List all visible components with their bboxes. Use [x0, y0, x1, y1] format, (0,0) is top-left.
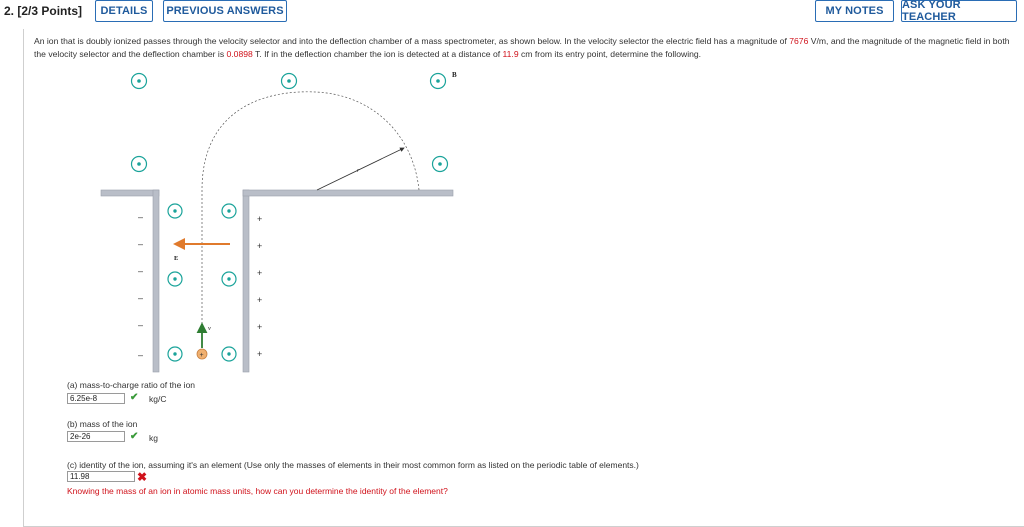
- correct-check-icon: ✔: [130, 431, 139, 442]
- plus-charge: +: [257, 295, 263, 305]
- part-c-hint: Knowing the mass of an ion in atomic mass units, how can you determine the identity of the element?: [67, 486, 448, 496]
- plus-charge: +: [257, 268, 263, 278]
- radius-label: r: [357, 168, 360, 174]
- question-text: [34, 35, 1019, 60]
- ion-trajectory: [202, 92, 419, 352]
- b-field-dot: [168, 347, 182, 361]
- part-b-answer-input[interactable]: 2e-26: [67, 431, 125, 442]
- minus-charge: –: [138, 320, 144, 330]
- part-a-unit: kg/C: [149, 394, 167, 404]
- incorrect-cross-icon: ✖: [137, 470, 148, 484]
- part-b-unit: kg: [149, 433, 158, 443]
- b-field-dot: [222, 347, 236, 361]
- b-field-dot: [433, 157, 448, 172]
- electric-field-value: 7676: [789, 36, 809, 46]
- plus-charge: +: [257, 241, 263, 251]
- distance-value: 11.9: [502, 48, 519, 59]
- b-field-dot: [168, 272, 182, 286]
- b-field-dot: [222, 272, 236, 286]
- ion-charge-label: +: [199, 352, 204, 359]
- radius-arrow: [317, 148, 404, 190]
- question-text-part: T. If in the deflection chamber the ion is detected at a distance of: [252, 48, 503, 59]
- velocity-label: v: [208, 325, 211, 332]
- part-a-answer-input[interactable]: 6.25e-8: [67, 393, 125, 404]
- magnetic-field-value: 0.0898: [226, 48, 253, 59]
- b-field-dot: [282, 74, 297, 89]
- minus-charge: –: [138, 350, 144, 360]
- question-number: 2. [2/3 Points]: [4, 4, 83, 18]
- ask-your-teacher-button[interactable]: ASK YOUR TEACHER: [901, 0, 1017, 22]
- e-field-label: E: [174, 255, 179, 262]
- plus-charge: +: [257, 349, 263, 359]
- b-field-label: B: [452, 71, 457, 79]
- correct-check-icon: ✔: [130, 392, 139, 403]
- left-plate: [101, 190, 159, 372]
- plus-charge: +: [257, 214, 263, 224]
- previous-answers-button[interactable]: PREVIOUS ANSWERS: [163, 0, 287, 22]
- part-c-label: (c) identity of the ion, assuming it's an element (Use only the masses of elements in their most common form as listed on the periodic table of elements.): [67, 460, 639, 470]
- b-field-dot: [132, 157, 147, 172]
- minus-charge: –: [138, 239, 144, 249]
- minus-charge: –: [138, 266, 144, 276]
- question-text-part: V/m, and the magnitude of the magnetic field in both the velocity selector and the deflection chamber is: [34, 36, 1010, 59]
- part-b-label: (b) mass of the ion: [67, 419, 138, 429]
- question-text-part: cm from its entry point, determine the following.: [518, 48, 702, 59]
- right-plate: [243, 190, 453, 372]
- my-notes-button[interactable]: MY NOTES: [815, 0, 894, 22]
- b-field-dot: [431, 74, 446, 89]
- b-field-dot: [168, 204, 182, 218]
- b-field-dot: [132, 74, 147, 89]
- b-field-dot: [222, 204, 236, 218]
- minus-charge: –: [138, 212, 144, 222]
- mass-spectrometer-figure: [95, 62, 465, 374]
- part-c-answer-input[interactable]: 11.98: [67, 471, 135, 482]
- question-text-part: An ion that is doubly ionized passes through the velocity selector and into the deflection chamber of a mass spectrometer, as shown below. In the velocity selector the electric field has a magnitude of: [34, 36, 790, 46]
- plus-charge: +: [257, 322, 263, 332]
- part-a-label: (a) mass-to-charge ratio of the ion: [67, 380, 196, 390]
- details-button[interactable]: DETAILS: [95, 0, 153, 22]
- minus-charge: –: [138, 293, 144, 303]
- question-header: [0, 0, 1024, 24]
